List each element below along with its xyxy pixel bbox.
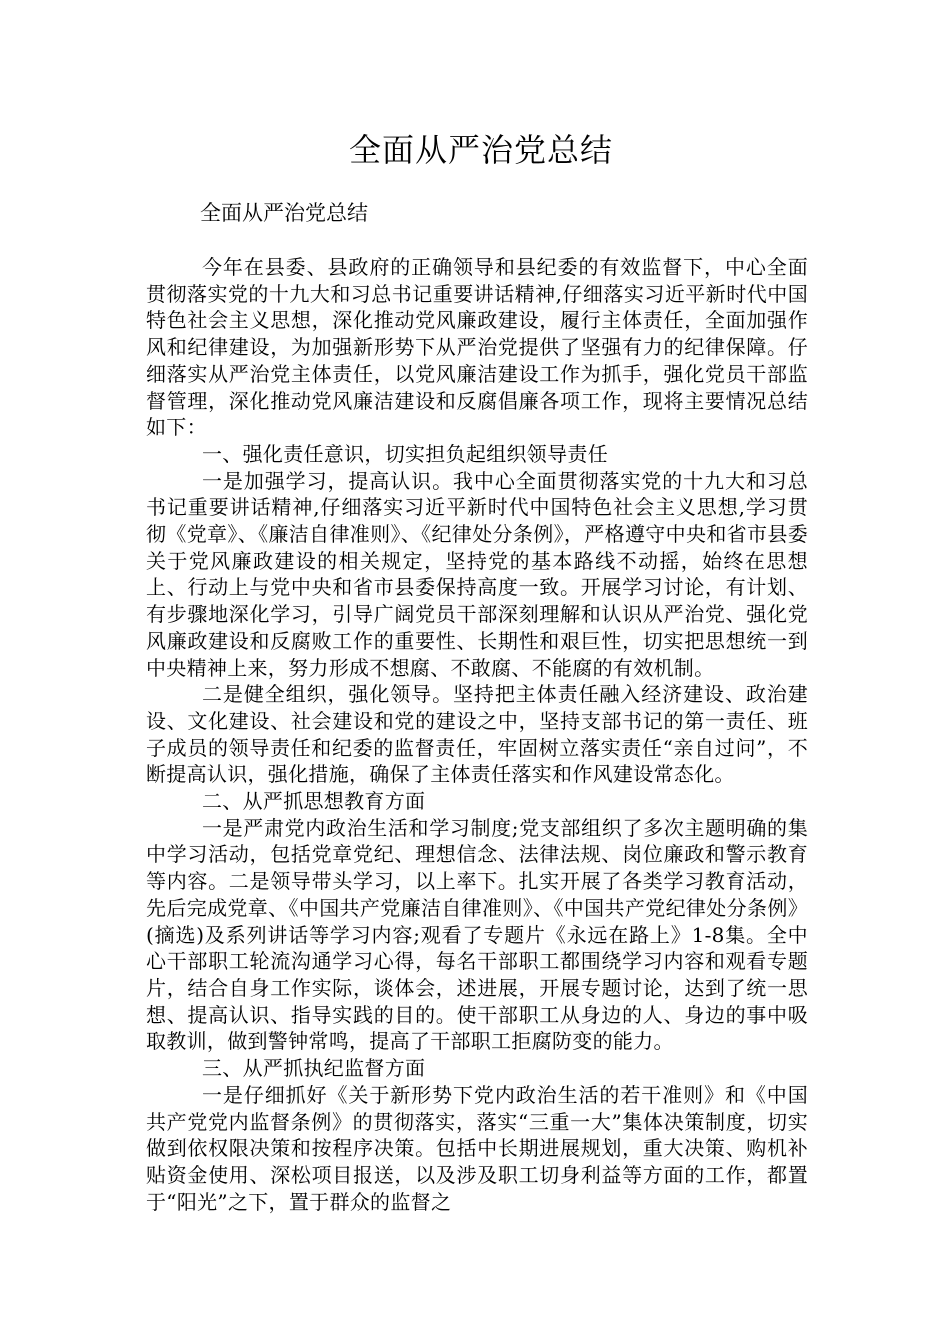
paragraph: 一是严肃党内政治生活和学习制度;党支部组织了多次主题明确的集中学习活动，包括党章党纪、理想信念、法律法规、岗位廉政和警示教育等内容。二是领导带头学习，以上率下。扎实开展了各类学习教育活动，先后完成党章、《中国共产党廉洁自律准则》、《中国共产党纪律处分条例》(摘选)及系列讲话等学习内容;观看了专题片《永远在路上》1-8集。全中心干部职工轮流沟通学习心得，每名干部职工都围绕学习内容和观看专题片，结合自身工作实际，谈体会，述进展，开展专题讨论，达到了统一思想、提高认识、指导实践的目的。使干部职工从身边的人、身边的事中吸取教训，做到警钟常鸣，提高了干部职工拒腐防变的能力。 xyxy=(146,815,808,1054)
document-subtitle: 全面从严治党总结 xyxy=(200,201,368,225)
intro-paragraph: 今年在县委、县政府的正确领导和县纪委的有效监督下，中心全面贯彻落实党的十九大和习总书记重要讲话精神,仔细落实习近平新时代中国特色社会主义思想，深化推动党风廉政建设，履行主体责任，全面加强作风和纪律建设，为加强新形势下从严治党提供了坚强有力的纪律保障。仔细落实从严治党主体责任，以党风廉洁建设工作为抓手，强化党员干部监督管理，深化推动党风廉洁建设和反腐倡廉各项工作，现将主要情况总结如下： xyxy=(146,255,808,440)
section-heading-2: 二、从严抓思想教育方面 xyxy=(202,789,426,814)
section-heading-1: 一、强化责任意识，切实担负起组织领导责任 xyxy=(202,441,608,466)
document-body xyxy=(146,254,808,1215)
paragraph: 一是仔细抓好《关于新形势下党内政治生活的若干准则》和《中国共产党党内监督条例》的贯彻落实，落实“三重一大”集体决策制度，切实做到依权限决策和按程序决策。包括中长期进展规划，重大决策、购机补贴资金使用、深松项目报送，以及涉及职工切身利益等方面的工作，都置于“阳光”之下，置于群众的监督之 xyxy=(146,1082,808,1214)
paragraph: 一是加强学习，提高认识。我中心全面贯彻落实党的十九大和习总书记重要讲话精神,仔细落实习近平新时代中国特色社会主义思想,学习贯彻《党章》、《廉洁自律准则》、《纪律处分条例》，严格遵守中央和省市县委关于党风廉政建设的相关规定，坚持党的基本路线不动摇，始终在思想上、行动上与党中央和省市县委保持高度一致。开展学习讨论，有计划、有步骤地深化学习，引导广阔党员干部深刻理解和认识从严治党、强化党风廉政建设和反腐败工作的重要性、长期性和艰巨性，切实把思想统一到中央精神上来，努力形成不想腐、不敢腐、不能腐的有效机制。 xyxy=(146,468,808,680)
section-heading-3: 三、从严抓执纪监督方面 xyxy=(202,1056,426,1081)
document-title: 全面从严治党总结 xyxy=(348,131,613,169)
paragraph: 二是健全组织，强化领导。坚持把主体责任融入经济建设、政治建设、文化建设、社会建设和党的建设之中，坚持支部书记的第一责任、班子成员的领导责任和纪委的监督责任，牢固树立落实责任“亲自过问”，不断提高认识，强化措施，确保了主体责任落实和作风建设常态化。 xyxy=(146,682,808,787)
